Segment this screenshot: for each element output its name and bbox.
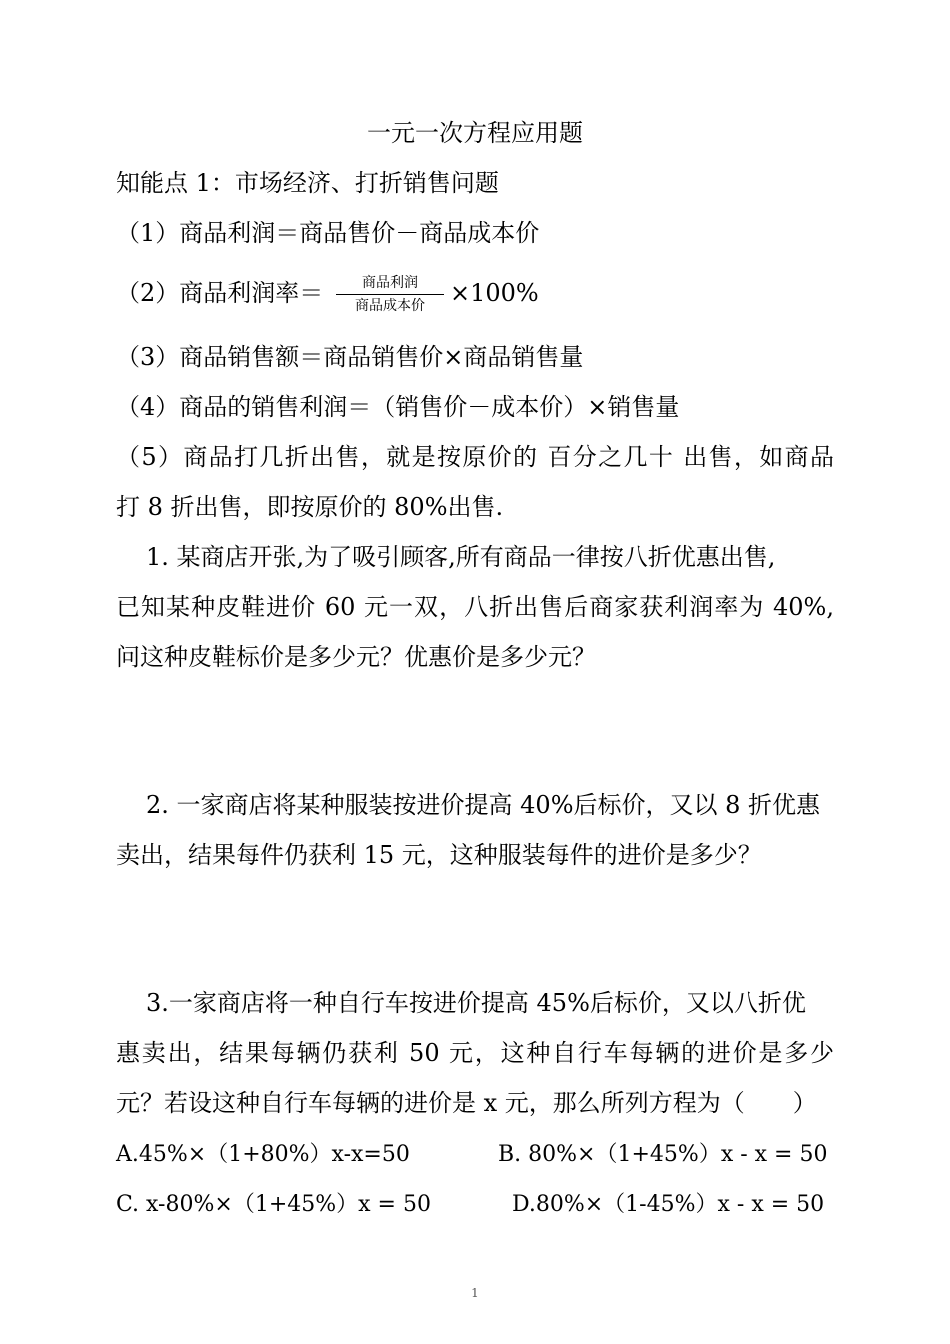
section-heading: 知能点 1：市场经济、打折销售问题 (116, 169, 499, 197)
problem-3-line1: 3.一家商店将一种自行车按进价提高 45%后标价，又以八折优 (146, 989, 806, 1017)
option-c: C. x-80%×（1+45%）x = 50 (116, 1192, 431, 1217)
formula-sales-profit: （4）商品的销售利润＝（销售价－成本价）×销售量 (116, 393, 680, 421)
formula-profit-rate-suffix: ×100% (450, 279, 539, 307)
problem-3-line3: 元？若设这种自行车每辆的进价是 x 元，那么所列方程为（ ） (116, 1089, 817, 1117)
page-number: 1 (471, 1286, 479, 1300)
formula-profit: （1）商品利润＝商品售价－商品成本价 (116, 219, 540, 247)
problem-1-line1: 1. 某商店开张,为了吸引顾客,所有商品一律按八折优惠出售, (146, 543, 776, 571)
problem-3-line2: 惠卖出，结果每辆仍获利 50 元，这种自行车每辆的进价是多少 (116, 1039, 834, 1067)
fraction-denominator: 商品成本价 (355, 298, 425, 314)
formula-discount-line2: 打 8 折出售，即按原价的 80%出售. (116, 493, 504, 521)
problem-1-line3: 问这种皮鞋标价是多少元？优惠价是多少元？ (116, 643, 596, 671)
option-a: A.45%×（1+80%）x-x=50 (116, 1142, 410, 1167)
problem-1-line2: 已知某种皮鞋进价 60 元一双，八折出售后商家获利润率为 40%, (116, 593, 834, 621)
option-b: B. 80%×（1+45%）x - x = 50 (498, 1142, 828, 1167)
formula-discount-line1: （5）商品打几折出售，就是按原价的 百分之几十 出售，如商品 (116, 443, 834, 471)
problem-2-line1: 2. 一家商店将某种服装按进价提高 40%后标价，又以 8 折优惠 (146, 791, 821, 819)
formula-profit-rate-label: （2）商品利润率＝ (116, 279, 324, 307)
problem-2-line2: 卖出，结果每件仍获利 15 元，这种服装每件的进价是多少？ (116, 841, 762, 869)
option-d: D.80%×（1-45%）x - x = 50 (512, 1192, 825, 1217)
fraction-numerator: 商品利润 (336, 274, 444, 295)
fraction (336, 274, 444, 315)
formula-sales-amount: （3）商品销售额＝商品销售价×商品销售量 (116, 343, 584, 371)
page-title: 一元一次方程应用题 (367, 119, 583, 147)
